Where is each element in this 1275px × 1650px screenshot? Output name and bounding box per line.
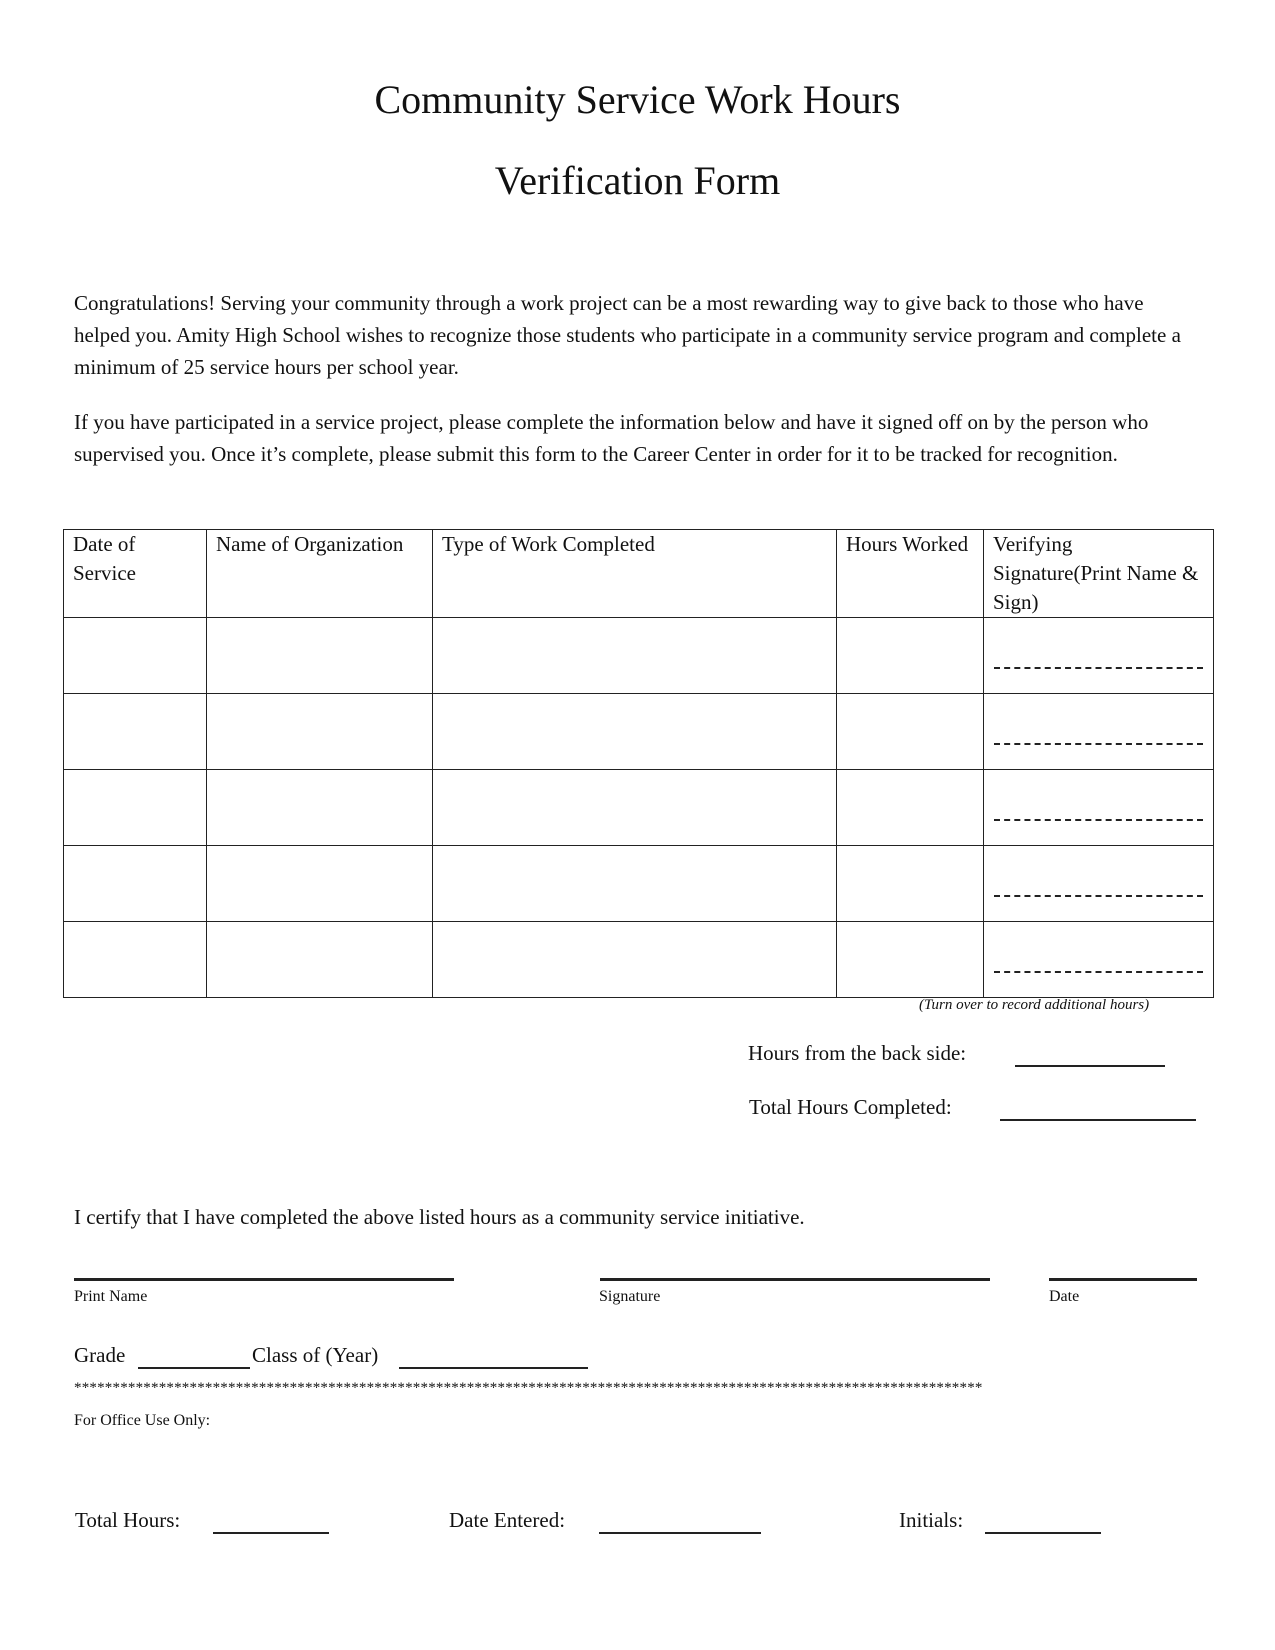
signature-dashed-line — [994, 743, 1203, 745]
table-row — [64, 846, 1214, 922]
hours-cell[interactable] — [837, 922, 984, 998]
header-hours-worked: Hours Worked — [837, 530, 984, 618]
intro-paragraph: Congratulations! Serving your community through a work project can be a most rewarding way to give back to those who have helped you. Amity High School wishes to recognize those students who participate in a community service program and complete a minimum of 25 service hours per school year. — [74, 291, 1181, 379]
signature-dashed-line — [994, 971, 1203, 973]
hours-back-side-field[interactable] — [1015, 1043, 1165, 1067]
hours-cell[interactable] — [837, 618, 984, 694]
signature-cell[interactable] — [984, 618, 1214, 694]
table-row — [64, 770, 1214, 846]
signature-field[interactable] — [600, 1262, 990, 1281]
signature-cell[interactable] — [984, 922, 1214, 998]
date-entered-label: Date Entered: — [449, 1508, 566, 1532]
signature-cell[interactable] — [984, 846, 1214, 922]
signature-dashed-line — [994, 667, 1203, 669]
initials-label: Initials: — [899, 1508, 964, 1532]
total-hours-completed-label: Total Hours Completed: — [749, 1095, 952, 1119]
work-cell[interactable] — [433, 618, 837, 694]
total-hours-completed-field[interactable] — [1000, 1097, 1196, 1121]
organization-cell[interactable] — [207, 694, 433, 770]
office-total-hours-field[interactable] — [213, 1510, 329, 1534]
certification-statement: I certify that I have completed the above listed hours as a community service initiative. — [74, 1205, 805, 1229]
work-cell[interactable] — [433, 694, 837, 770]
hours-cell[interactable] — [837, 846, 984, 922]
table-row — [64, 618, 1214, 694]
organization-cell[interactable] — [207, 618, 433, 694]
date-cell[interactable] — [64, 618, 207, 694]
signature-label: Signature — [599, 1288, 661, 1305]
hours-cell[interactable] — [837, 694, 984, 770]
form-title-line-1: Community Service Work Hours — [374, 77, 901, 122]
grade-field[interactable] — [138, 1345, 250, 1369]
header-date-of-service: Date of Service — [64, 530, 207, 618]
signature-cell[interactable] — [984, 770, 1214, 846]
date-entered-field[interactable] — [599, 1510, 761, 1534]
form-title-line-2: Verification Form — [494, 158, 781, 203]
organization-cell[interactable] — [207, 770, 433, 846]
work-cell[interactable] — [433, 770, 837, 846]
signature-dashed-line — [994, 819, 1203, 821]
grade-label: Grade — [74, 1343, 126, 1367]
date-cell[interactable] — [64, 694, 207, 770]
office-separator: ********************************************************************************************************************** — [74, 1380, 983, 1396]
initials-field[interactable] — [985, 1510, 1101, 1534]
date-label: Date — [1049, 1288, 1080, 1305]
hours-cell[interactable] — [837, 770, 984, 846]
service-hours-table — [63, 529, 1214, 998]
office-total-hours-label: Total Hours: — [75, 1508, 181, 1532]
class-of-year-field[interactable] — [399, 1345, 588, 1369]
header-verifying-signature: Verifying Signature(Print Name & Sign) — [984, 530, 1214, 618]
work-cell[interactable] — [433, 846, 837, 922]
signature-dashed-line — [994, 895, 1203, 897]
date-field[interactable] — [1049, 1262, 1197, 1281]
header-name-of-organization: Name of Organization — [207, 530, 433, 618]
work-cell[interactable] — [433, 922, 837, 998]
organization-cell[interactable] — [207, 846, 433, 922]
office-use-heading: For Office Use Only: — [74, 1412, 211, 1429]
instructions-paragraph: If you have participated in a service project, please complete the information below and have it signed off on by the person who supervised you. Once it’s complete, please submit this form to the Career Center in order for it to be tracked for recognition. — [74, 410, 1149, 466]
table-row — [64, 922, 1214, 998]
organization-cell[interactable] — [207, 922, 433, 998]
hours-back-side-label: Hours from the back side: — [748, 1041, 967, 1065]
signature-cell[interactable] — [984, 694, 1214, 770]
date-cell[interactable] — [64, 770, 207, 846]
class-of-year-label: Class of (Year) — [252, 1343, 379, 1367]
table-row — [64, 694, 1214, 770]
turn-over-note: (Turn over to record additional hours) — [919, 997, 1150, 1013]
header-type-of-work: Type of Work Completed — [433, 530, 837, 618]
date-cell[interactable] — [64, 922, 207, 998]
table-header-row — [64, 530, 1214, 618]
print-name-field[interactable] — [74, 1262, 454, 1281]
print-name-label: Print Name — [74, 1288, 148, 1305]
date-cell[interactable] — [64, 846, 207, 922]
